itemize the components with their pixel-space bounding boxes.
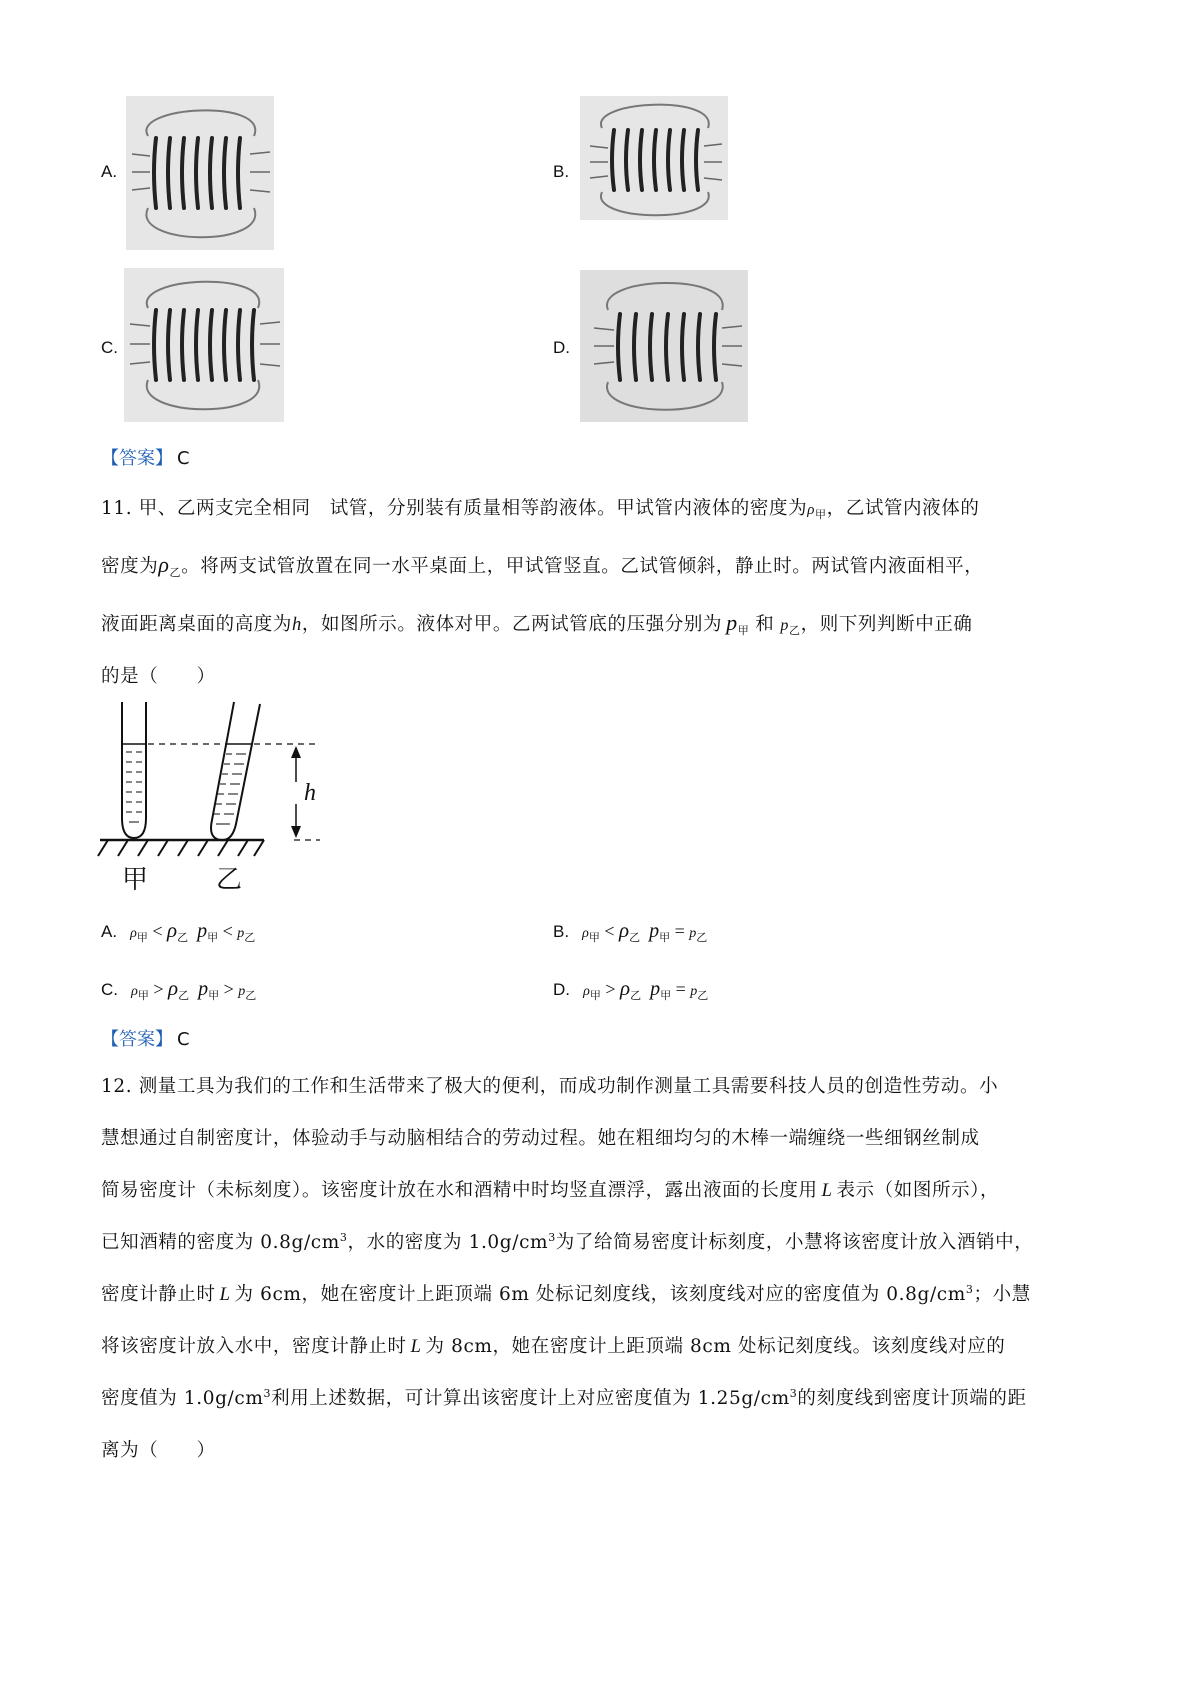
rho-symbol: ρ xyxy=(158,552,170,577)
q12-text: 利用上述数据，可计算出该密度计上对应密度值为 1.25g/cm xyxy=(271,1388,790,1409)
q12-line-6 xyxy=(101,1332,1005,1358)
option-formula: $\rho_甲 > \rho_乙$ $p_甲 > p_乙$ xyxy=(131,976,257,1002)
option-formula: $\rho_甲 < \rho_乙$ $p_甲 < p_乙$ xyxy=(130,918,256,944)
q11-text-7: 和 xyxy=(755,614,775,635)
q11-line-3 xyxy=(101,610,973,638)
p-symbol: p xyxy=(780,617,790,634)
q11-text-3: 密度为 xyxy=(101,556,159,577)
h-label: h xyxy=(304,780,316,806)
q11-text-1: 11. 甲、乙两支完全相同 试管，分别装有质量相等韵液体。甲试管内液体的密度为 xyxy=(101,498,808,519)
q11-line-4: 的是（ ） xyxy=(101,666,216,687)
q12-line-7 xyxy=(101,1384,1027,1410)
q10-option-b-image xyxy=(580,96,728,220)
label-yi: 乙 xyxy=(216,865,243,895)
test-tube-figure xyxy=(96,700,336,896)
q11-text-5: 液面距离桌面的高度为 xyxy=(101,614,293,635)
q12-text: 为了给简易密度计标刻度，小慧将该密度计放入酒销中， xyxy=(555,1232,1034,1253)
q12-line-5 xyxy=(101,1280,1031,1306)
superscript-3: 3 xyxy=(789,1386,798,1400)
q12-text: 密度值为 1.0g/cm xyxy=(101,1388,264,1409)
q11-text-4: 。将两支试管放置在同一水平桌面上，甲试管竖直。乙试管倾斜，静止时。两试管内液面相平， xyxy=(181,556,984,577)
answer-label: 答案 xyxy=(119,1029,155,1050)
q10-option-a-letter: A. xyxy=(101,162,118,181)
option-formula: $\rho_甲 < \rho_乙$ $p_甲 = p_乙$ xyxy=(582,918,708,944)
q12-line-1: 12. 测量工具为我们的工作和生活带来了极大的便利，而成功制作测量工具需要科技人员的创造性劳动。小 xyxy=(101,1076,999,1097)
q12-text: 表示（如图所示）， xyxy=(836,1180,1000,1201)
q11-line-2 xyxy=(101,552,983,580)
q10-option-a-image xyxy=(126,96,274,250)
option-letter: C. xyxy=(101,980,118,999)
p-symbol: p xyxy=(726,610,738,635)
superscript-3: 3 xyxy=(339,1230,348,1244)
q11-line-1 xyxy=(101,494,979,522)
q12-line-3 xyxy=(101,1176,999,1202)
q12-text: 将该密度计放入水中，密度计静止时 xyxy=(101,1336,407,1357)
q11-option-d xyxy=(553,976,708,1003)
rho-symbol: ρ xyxy=(807,502,816,518)
q11-text-8: ，则下列判断中正确 xyxy=(800,614,973,635)
answer-value: C xyxy=(177,448,190,469)
answer-bracket-close: 】 xyxy=(155,448,173,469)
sub-jia: 甲 xyxy=(737,624,750,637)
q12-text: 已知酒精的密度为 0.8g/cm xyxy=(101,1232,340,1253)
sub-yi: 乙 xyxy=(169,566,182,579)
q11-text-2: ，乙试管内液体的 xyxy=(826,498,980,519)
q10-answer xyxy=(101,444,190,470)
q11-answer xyxy=(101,1025,190,1051)
q12-line-2: 慧想通过自制密度计，体验动手与动脑相结合的劳动过程。她在粗细均匀的木棒一端缠绕一些细钢丝制成 xyxy=(101,1128,980,1149)
L-symbol: L xyxy=(410,1337,422,1357)
answer-bracket-close: 】 xyxy=(155,1029,173,1050)
sub-yi: 乙 xyxy=(789,624,801,637)
option-letter: A. xyxy=(101,922,118,941)
q11-option-a xyxy=(101,918,255,945)
q10-option-c-letter: C. xyxy=(101,338,118,357)
q12-text: 密度计静止时 xyxy=(101,1284,216,1305)
superscript-3: 3 xyxy=(548,1230,556,1244)
superscript-3: 3 xyxy=(263,1386,272,1400)
q11-option-c xyxy=(101,976,256,1003)
sub-jia: 甲 xyxy=(815,508,827,521)
label-jia: 甲 xyxy=(122,865,149,895)
q12-line-8: 离为（ ） xyxy=(101,1440,216,1461)
q12-text: ，水的密度为 1.0g/cm xyxy=(347,1232,549,1253)
option-letter: D. xyxy=(553,980,570,999)
q12-text: 为 6cm，她在密度计上距顶端 6m 处标记刻度线，该刻度线对应的密度值为 0.8g/cm xyxy=(234,1284,966,1305)
answer-label: 答案 xyxy=(119,448,155,469)
q12-text: 简易密度计（未标刻度）。该密度计放在水和酒精中时均竖直漂浮，露出液面的长度用 xyxy=(101,1180,818,1201)
q11-option-b xyxy=(553,918,707,945)
q12-line-4 xyxy=(101,1228,1033,1254)
q12-text: 为 8cm，她在密度计上距顶端 8cm 处标记刻度线。该刻度线对应的 xyxy=(425,1336,1006,1357)
L-symbol: L xyxy=(821,1181,833,1201)
answer-value: C xyxy=(177,1029,190,1050)
L-symbol: L xyxy=(219,1285,231,1305)
option-formula: $\rho_甲 > \rho_乙$ $p_甲 = p_乙$ xyxy=(583,976,709,1002)
option-letter: B. xyxy=(553,922,570,941)
q10-option-d-image xyxy=(580,270,748,422)
q10-option-b-letter: B. xyxy=(553,162,570,181)
h-symbol: h xyxy=(292,615,302,635)
answer-bracket-open: 【 xyxy=(101,448,119,469)
answer-bracket-open: 【 xyxy=(101,1029,119,1050)
q12-text: ；小慧 xyxy=(973,1284,1031,1305)
q11-text-6: ，如图所示。液体对甲。乙两试管底的压强分别为 xyxy=(301,614,723,635)
q10-option-c-image xyxy=(124,268,284,422)
q10-option-d-letter: D. xyxy=(553,338,570,357)
superscript-3: 3 xyxy=(965,1282,974,1296)
q12-text: 的刻度线到密度计顶端的距 xyxy=(797,1388,1027,1409)
